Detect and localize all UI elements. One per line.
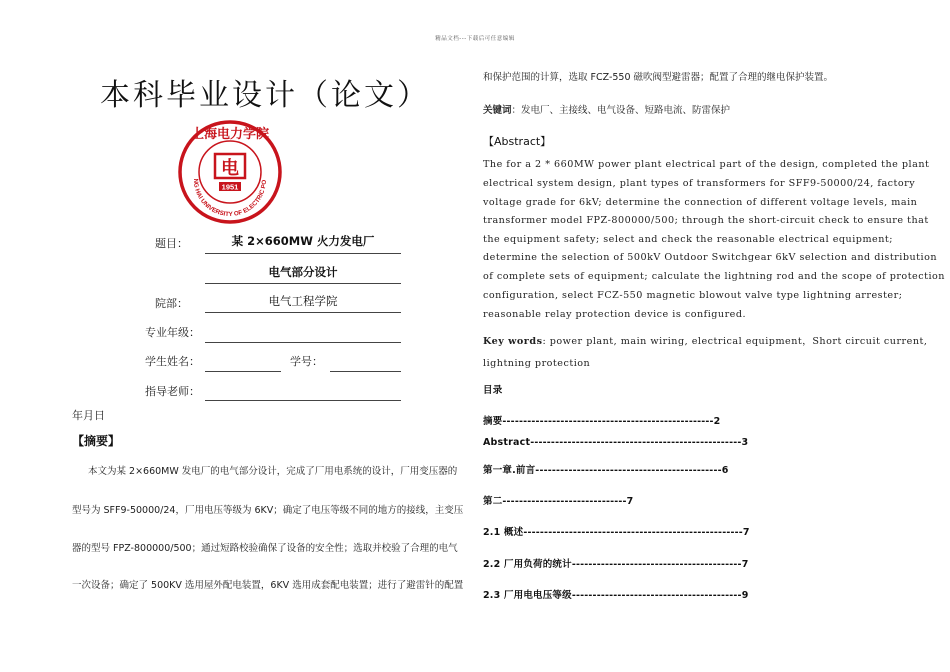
abstract-en-line: determine the selection of 500kV Outdoor Switchgear 6kV selection and distribution — [483, 252, 938, 263]
keywords-en-value: : power plant, main wiring, electrical equipment，Short circuit current, — [542, 336, 928, 347]
keywords-en — [483, 333, 927, 347]
abstract-en-line: transformer model FPZ-800000/500; through the short-circuit check to ensure that — [483, 215, 929, 226]
topic-value-line2: 电气部分设计 — [268, 265, 338, 279]
abstract-en-line: electrical system design, plant types of transformers for SFF9-50000/24, factory — [483, 178, 916, 189]
topic-label: 题目： — [155, 237, 188, 250]
student-name-label: 学生姓名： — [145, 355, 200, 368]
seal-calligraphy: 上海电力学院 — [190, 127, 270, 142]
seal-emblem: 电 — [221, 158, 239, 179]
abstract-cn-continuation: 和保护范围的计算，选取 FCZ-550 磁吹阀型避雷器；配置了合理的继电保护装置。 — [483, 72, 834, 83]
department-value: 电气工程学院 — [268, 294, 338, 308]
abstract-en-line: of complete sets of equipment; calculate the lightning rod and the scope of protection — [483, 271, 945, 282]
abstract-cn-line: 本文为某 2×660MW 发电厂的电气部分设计，完成了厂用电系统的设计，厂用变压器的 — [88, 466, 458, 477]
major-year-label: 专业年级： — [145, 326, 200, 339]
toc-heading: 目录 — [483, 385, 503, 396]
keywords-cn-value: ：发电厂、主接线、电气设备、短路电流、防雷保护 — [511, 105, 731, 116]
seal-year: 1951 — [221, 182, 239, 192]
abstract-en-line: the equipment safety; select and check the reasonable electrical equipment; — [483, 234, 893, 245]
toc-entry[interactable]: 2.1 概述-----------------------------------------------------7 — [483, 527, 750, 538]
toc-entry[interactable]: 第二------------------------------7 — [483, 496, 634, 507]
abstract-cn-line: 型号为 SFF9-50000/24，厂用电压等级为 6KV；确定了电压等级不同的地方的接线，主变压 — [72, 505, 464, 516]
toc-entry[interactable]: 摘要---------------------------------------------------2 — [483, 416, 721, 427]
major-year-underline — [205, 342, 401, 343]
student-id-label: 学号： — [290, 355, 323, 368]
student-name-underline — [205, 371, 281, 372]
abstract-cn-line: 器的型号 FPZ-800000/500；通过短路校验确保了设备的安全性；选取并校验了合理的电气 — [72, 543, 458, 554]
keywords-cn — [483, 102, 730, 116]
keywords-en-label: Key words — [483, 336, 543, 347]
topic-underline-2 — [205, 283, 401, 284]
department-underline — [205, 312, 401, 313]
seal-graphic — [176, 118, 284, 226]
toc-entry[interactable]: 2.3 厂用电电压等级-----------------------------------------9 — [483, 590, 749, 601]
abstract-en-heading: 【Abstract】 — [483, 135, 552, 148]
advisor-label: 指导老师： — [145, 385, 200, 398]
abstract-cn-line: 一次设备；确定了 500KV 选用屋外配电装置，6KV 选用成套配电装置；进行了避雷针的配置 — [72, 580, 464, 591]
toc-entry[interactable]: 2.2 厂用负荷的统计-----------------------------------------7 — [483, 559, 749, 570]
abstract-en-line: reasonable relay protection device is configured. — [483, 309, 747, 320]
toc-entry[interactable]: 第一章.前言---------------------------------------------6 — [483, 465, 729, 476]
topic-underline-1 — [205, 253, 401, 254]
abstract-cn-heading: 【摘要】 — [72, 434, 121, 448]
abstract-en-line: configuration, select FCZ-550 magnetic blowout valve type lightning arrester; — [483, 290, 903, 301]
abstract-en-line: The for a 2 * 660MW power plant electrical part of the design, completed the plant — [483, 159, 930, 170]
department-label: 院部： — [155, 297, 188, 310]
keywords-en-continuation: lightning protection — [483, 358, 591, 369]
topic-value-line1: 某 2×660MW 火力发电厂 — [231, 234, 375, 248]
date-text: 年月日 — [72, 409, 105, 422]
student-id-underline — [330, 371, 401, 372]
thesis-title: 本科毕业设计（论文） — [100, 78, 430, 113]
toc-entry[interactable]: Abstract---------------------------------------------------3 — [483, 437, 749, 448]
header-note: 精品文档---下载后可任意编辑 — [435, 36, 515, 42]
university-seal-logo — [176, 118, 284, 226]
seal-ring-text: NG HAI UNIVERSITY OF ELECTRIC PO — [191, 178, 269, 219]
advisor-underline — [205, 400, 401, 401]
keywords-cn-label: 关键词 — [483, 105, 512, 116]
abstract-en-line: voltage grade for 6kV; determine the connection of different voltage levels, main — [483, 197, 918, 208]
